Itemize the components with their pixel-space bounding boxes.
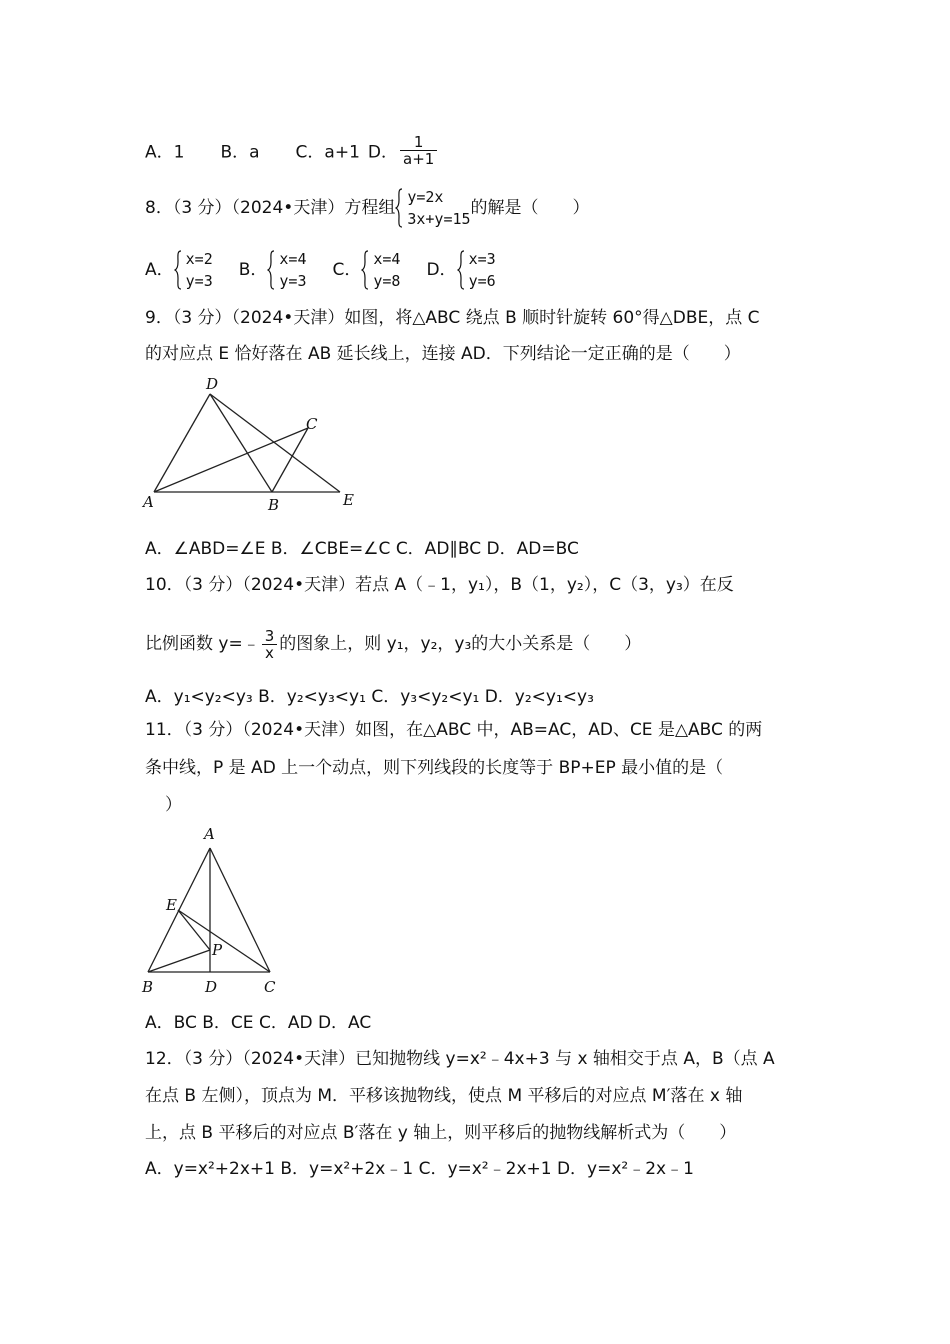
q9-label-a: A <box>143 493 154 511</box>
q11-options: A．BC B．CE C．AD D．AC <box>145 1013 372 1033</box>
q10-options: A．y₁<y₂<y₃ B．y₂<y₃<y₁ C．y₃<y₂<y₁ D．y₂<y₁<y₃ <box>145 687 594 707</box>
q11-label-a: A <box>204 825 215 843</box>
q8-suffix: 的解是（ ） <box>470 198 590 218</box>
q9-figure <box>140 372 370 517</box>
q10-line-2-prefix: 比例函数 y=﹣ <box>145 634 260 654</box>
q11-line-1: 11．（3 分）（2024•天津）如图，在△ABC 中，AB=AC，AD、CE 是△ABC 的两 <box>145 720 763 740</box>
q9-line-1: 9．（3 分）（2024•天津）如图，将△ABC 绕点 B 顺时针旋转 60°得△DBE，点 C <box>145 308 760 328</box>
q11-segment-ep <box>178 910 210 950</box>
q11-label-d: D <box>205 978 218 996</box>
q7-option-c: C．a+1 <box>295 142 360 163</box>
q10-fraction: $\frac{3}{x}$ <box>262 628 278 661</box>
q8-option-a-label: A． <box>145 260 174 280</box>
q8-option-d-label: D． <box>426 260 457 280</box>
q8-system-row-1: y=2x <box>407 188 444 206</box>
q8-option-a-system: x=2 y=3 <box>174 248 213 292</box>
q10-line-2 <box>145 620 641 668</box>
q11-line-2: 条中线，P 是 AD 上一个动点，则下列线段的长度等于 BP+EP 最小值的是（ <box>145 758 724 778</box>
q10-line-2-suffix: 的图象上，则 y₁，y₂，y₃的大小关系是（ ） <box>279 634 642 654</box>
q8-option-b-label: B． <box>238 260 268 280</box>
q9-line-2: 的对应点 E 恰好落在 AB 延长线上，连接 AD．下列结论一定正确的是（ ） <box>145 344 741 364</box>
q10-line-1: 10．（3 分）（2024•天津）若点 A（﹣1，y₁），B（1，y₂），C（3，y₃）在反 <box>145 575 734 595</box>
q12-line-1: 12．（3 分）（2024•天津）已知抛物线 y=x²﹣4x+3 与 x 轴相交于点 A，B（点 A <box>145 1049 775 1069</box>
q12-line-3: 上，点 B 平移后的对应点 B′落在 y 轴上，则平移后的抛物线解析式为（ ） <box>145 1123 737 1143</box>
q9-segment-cb <box>272 428 308 492</box>
q9-label-d: D <box>206 375 219 393</box>
q12-options: A．y=x²+2x+1 B．y=x²+2x﹣1 C．y=x²﹣2x+1 D．y=x²﹣2x﹣1 <box>145 1159 694 1179</box>
q11-label-p: P <box>212 941 223 959</box>
q11-line-3: ） <box>165 795 182 815</box>
q11-label-e: E <box>166 896 177 914</box>
q9-label-c: C <box>306 415 318 433</box>
q8-options <box>145 248 496 292</box>
q7-option-d-fraction: $\frac{1}{a+1}$ <box>400 134 437 167</box>
q9-segment-de <box>210 394 340 492</box>
q8-option-c-label: C． <box>332 260 362 280</box>
q7-options <box>145 133 439 168</box>
q8-system-brace <box>395 188 403 228</box>
q9-options: A．∠ABD=∠E B．∠CBE=∠C C．AD∥BC D．AD=BC <box>145 539 579 559</box>
q12-line-2: 在点 B 左侧），顶点为 M．平移该抛物线，使点 M 平移后的对应点 M′落在 x 轴 <box>145 1086 743 1106</box>
q9-label-e: E <box>343 491 354 509</box>
q7-option-b: B．a <box>220 142 260 163</box>
q9-segment-db <box>210 394 272 492</box>
q11-label-b: B <box>142 978 154 996</box>
q8-prefix: 8．（3 分）（2024•天津）方程组 <box>145 198 396 218</box>
q11-label-c: C <box>264 978 276 996</box>
q8-option-d-system: x=3 y=6 <box>457 248 496 292</box>
q9-segment-ad <box>154 394 210 492</box>
q8-option-c-system: x=4 y=8 <box>361 248 400 292</box>
q8-system-row-2: 3x+y=15 <box>407 210 471 228</box>
q9-segment-ac <box>154 428 308 492</box>
q11-figure <box>138 822 288 1000</box>
q11-segment-ce <box>178 910 270 972</box>
q8-option-b-system: x=4 y=3 <box>267 248 306 292</box>
q8-system <box>395 186 470 230</box>
q7-option-a: A．1 <box>145 142 185 163</box>
q8-stem <box>145 186 590 230</box>
q9-label-b: B <box>268 496 280 514</box>
q7-option-d: D． <box>367 142 398 163</box>
